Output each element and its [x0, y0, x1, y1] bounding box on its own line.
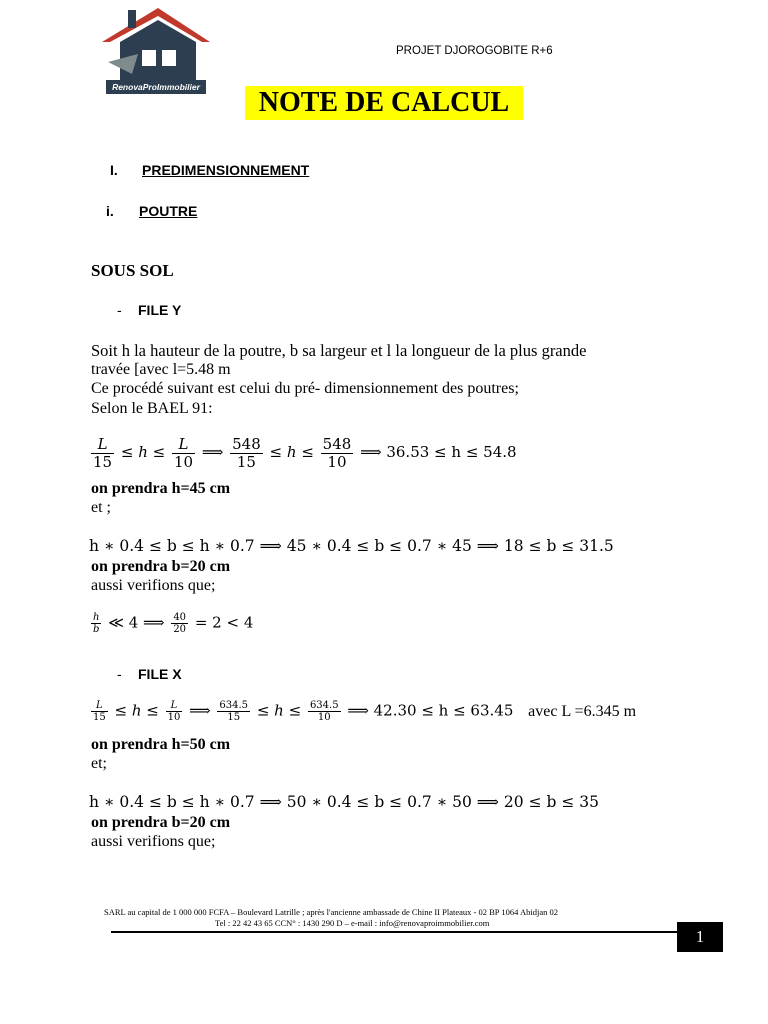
fraction: $\frac{548}{15}$ — [232, 435, 261, 471]
equation-y-ratio: $\frac{h}{b}$ ≪ 4 ⟹ $\frac{40}{20}$ = 2 < 4 — [93, 612, 254, 635]
footer-address: SARL au capital de 1 000 000 FCFA – Boulevard Latrille ; après l'ancienne ambassade de Chine II Plateaux - 02 BP 1064 Abidjan 02 — [104, 907, 558, 917]
text-et: et; — [91, 755, 107, 772]
fraction: $\frac{L}{10}$ — [167, 700, 181, 723]
fraction: $\frac{L}{15}$ — [93, 435, 113, 471]
logo-text: RenovaProImmobilier — [112, 82, 200, 92]
verify-text: aussi verifions que; — [91, 833, 216, 850]
fraction: $\frac{634.5}{10}$ — [309, 700, 339, 723]
paragraph-line: Soit h la hauteur de la poutre, b sa largeur et l la longueur de la plus grande — [91, 341, 587, 360]
page-title: NOTE DE CALCUL — [245, 86, 523, 120]
bullet-dash: - — [117, 302, 122, 318]
fraction: $\frac{h}{b}$ — [93, 612, 100, 635]
equation-result: 36.53 ≤ h ≤ 54.8 — [386, 443, 517, 461]
fraction: $\frac{548}{10}$ — [322, 435, 352, 471]
equation-x-height: $\frac{L}{15}$ ≤ h ≤ $\frac{L}{10}$ ⟹ $\frac{634.5}{15}$ ≤ h ≤ $\frac{634.5}{10}$ ⟹ 42.30 ≤ h ≤ 63.45 avec L =6.345 m — [93, 700, 637, 723]
chosen-width: on prendra b=20 cm — [91, 814, 231, 831]
file-x-heading: FILE X — [138, 666, 182, 682]
paragraph-line: Ce procédé suivant est celui du pré- dimensionnement des poutres; — [91, 380, 519, 397]
footer-rule — [111, 931, 678, 933]
subsection-number-i: i. — [106, 203, 114, 219]
chosen-height: on prendra h=50 cm — [91, 736, 231, 753]
chosen-height: on prendra h=45 cm — [91, 480, 231, 497]
equation-y-height: $\frac{L}{15}$ ≤ h ≤ $\frac{L}{10}$ ⟹ $\frac{548}{15}$ ≤ h ≤ $\frac{548}{10}$ ⟹ 36.53 ≤ h ≤ 54.8 — [93, 435, 517, 471]
verify-text: aussi verifions que; — [91, 577, 216, 594]
fraction: $\frac{40}{20}$ — [173, 612, 187, 635]
section-title-predimensionnement: PREDIMENSIONNEMENT — [142, 162, 310, 178]
bullet-dash: - — [117, 666, 122, 682]
equation-x-width: h ∗ 0.4 ≤ b ≤ h ∗ 0.7 ⟹ 50 ∗ 0.4 ≤ b ≤ 0.7 ∗ 50 ⟹ 20 ≤ b ≤ 35 — [89, 793, 599, 811]
subsection-title-poutre: POUTRE — [139, 203, 198, 219]
equation-y-width: h ∗ 0.4 ≤ b ≤ h ∗ 0.7 ⟹ 45 ∗ 0.4 ≤ b ≤ 0.7 ∗ 45 ⟹ 18 ≤ b ≤ 31.5 — [89, 537, 614, 555]
file-y-heading: FILE Y — [138, 302, 182, 318]
footer-contact: Tel : 22 42 43 65 CCN° : 1430 290 D – e-mail : info@renovaproimmobilier.com — [215, 918, 490, 928]
fraction: $\frac{634.5}{15}$ — [219, 700, 249, 723]
fraction: $\frac{L}{10}$ — [173, 435, 194, 471]
text-et: et ; — [91, 499, 111, 516]
equation-result: 42.30 ≤ h ≤ 63.45 — [373, 701, 514, 720]
level-heading: SOUS SOL — [91, 261, 174, 280]
chosen-width: on prendra b=20 cm — [91, 558, 231, 575]
fraction: $\frac{L}{15}$ — [93, 700, 106, 723]
paragraph-line: travée [avec l=5.48 m — [91, 361, 231, 378]
page-number: 1 — [677, 922, 723, 952]
span-note: avec L =6.345 m — [528, 702, 637, 720]
company-logo — [98, 2, 214, 100]
project-name: PROJET DJOROGOBITE R+6 — [396, 45, 553, 57]
section-number-1: I. — [110, 162, 118, 178]
paragraph-line: Selon le BAEL 91: — [91, 400, 213, 417]
